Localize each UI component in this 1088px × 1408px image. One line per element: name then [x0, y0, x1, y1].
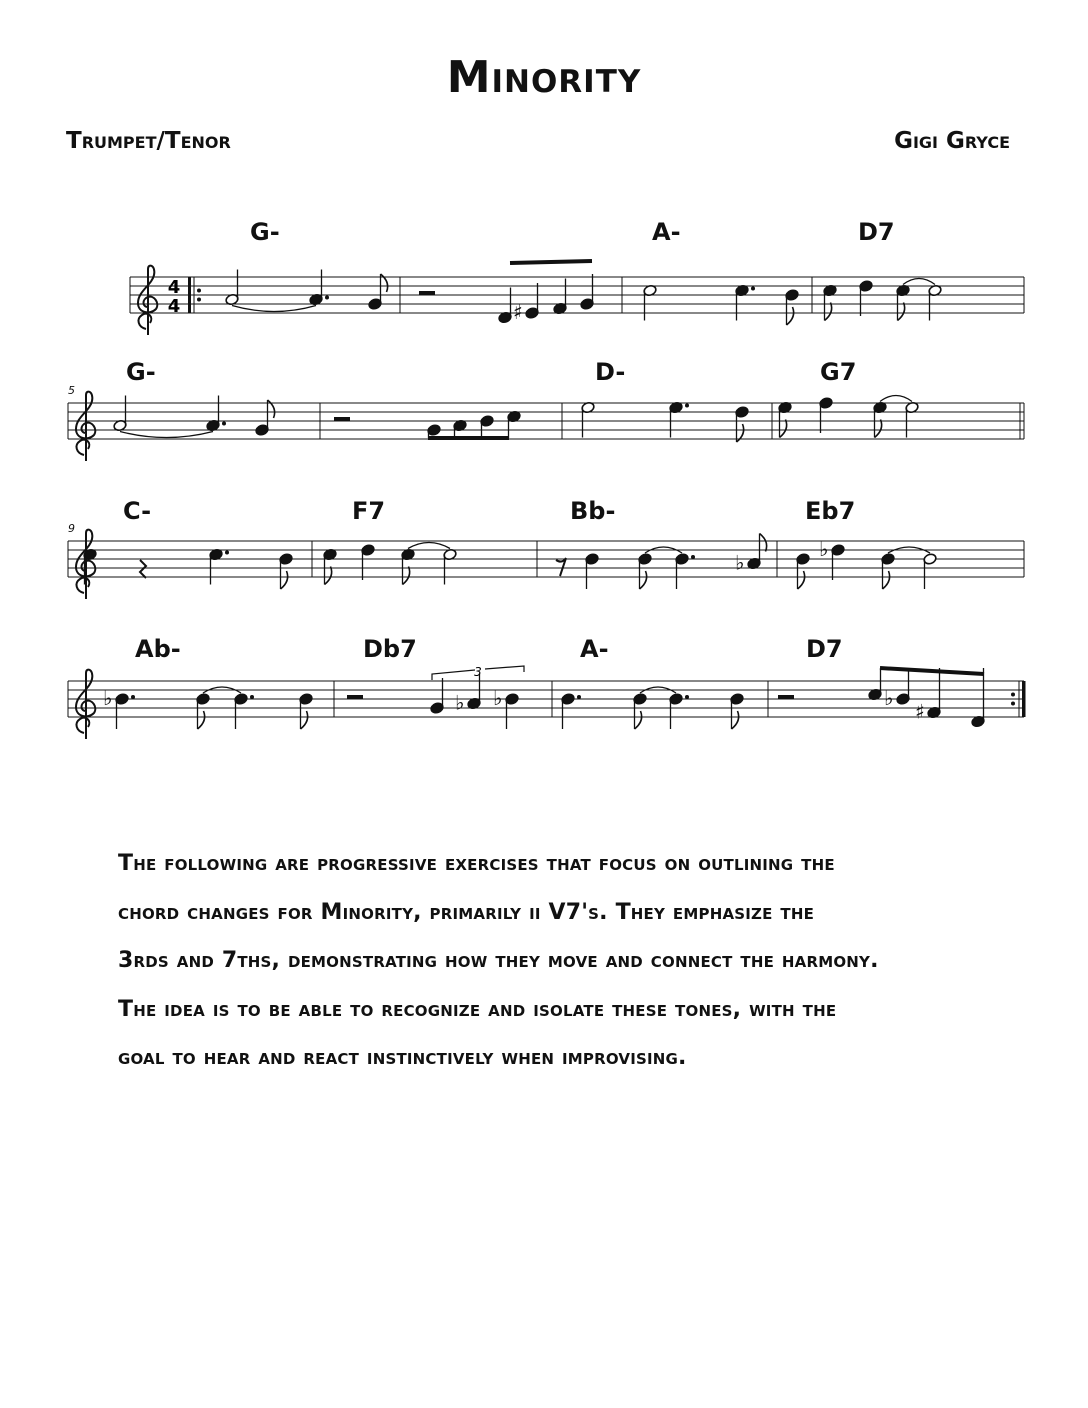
flat-sign: ♭: [493, 686, 503, 710]
beam: [880, 668, 984, 674]
note-flag: [798, 571, 805, 589]
description-text: [118, 840, 998, 1083]
note-flag: [787, 307, 794, 325]
flat-sign: ♭: [735, 550, 745, 575]
chord-symbol: Eb7: [805, 497, 856, 525]
half-rest: [334, 417, 350, 421]
augmentation-dot: [222, 422, 226, 426]
chord-symbol: A-: [652, 218, 681, 246]
chord-symbol: Db7: [363, 635, 417, 663]
beam: [510, 261, 592, 263]
staff: [130, 266, 1024, 335]
measure-number: 9: [68, 522, 75, 535]
staff: [68, 530, 1024, 599]
chord-symbol: D-: [595, 358, 626, 386]
description-line: chord changes for Minority, primarily ii V7's. They emphasize the: [118, 899, 815, 925]
page-title: Minority: [446, 52, 642, 103]
chord-symbol: D7: [806, 635, 843, 663]
repeat-dot: [197, 298, 201, 302]
note-flag: [875, 420, 882, 438]
description-line: 3rds and 7ths, demonstrating how they move and connect the harmony.: [118, 948, 879, 973]
sharp-sign: ♯: [915, 699, 925, 724]
augmentation-dot: [685, 695, 689, 699]
flat-sign: ♭: [819, 537, 829, 561]
composer-label: Gigi Gryce: [894, 128, 1010, 154]
tie: [120, 432, 213, 438]
augmentation-dot: [131, 695, 135, 699]
treble-clef-icon: [76, 392, 95, 461]
note-flag: [640, 571, 647, 589]
augmentation-dot: [691, 555, 695, 559]
note-flag: [883, 571, 890, 589]
chord-symbol: G7: [820, 358, 857, 386]
staff: [68, 670, 1026, 739]
augmentation-dot: [685, 404, 689, 408]
augmentation-dot: [751, 287, 755, 291]
note-flag: [760, 534, 767, 552]
instrument-label: Trumpet/Tenor: [66, 128, 231, 154]
treble-clef-icon: [76, 530, 95, 599]
half-rest: [778, 695, 794, 699]
chord-symbol: F7: [352, 497, 386, 525]
repeat-dot: [1011, 693, 1015, 697]
note-flag: [780, 420, 787, 438]
half-rest: [419, 291, 435, 295]
note-flag: [301, 711, 308, 729]
chord-symbol: G-: [250, 218, 280, 246]
augmentation-dot: [225, 551, 229, 555]
repeat-barline: [188, 277, 191, 313]
chord-symbol: C-: [123, 497, 152, 525]
chord-symbol: Ab-: [135, 635, 181, 663]
half-rest: [347, 695, 363, 699]
augmentation-dot: [325, 296, 329, 300]
description-line: The idea is to be able to recognize and isolate these tones, with the: [118, 996, 837, 1022]
repeat-dot: [1011, 702, 1015, 706]
repeat-dot: [197, 289, 201, 293]
treble-clef-icon: [138, 266, 157, 335]
time-signature-bottom: 4: [167, 296, 181, 317]
description-line: The following are progressive exercises that focus on outlining the: [118, 851, 835, 876]
flat-sign: ♭: [455, 690, 465, 715]
note-flag: [898, 303, 905, 321]
time-signature-top: 4: [167, 277, 181, 298]
note-flag: [403, 567, 410, 585]
tie: [232, 306, 316, 312]
chord-symbol: G-: [126, 358, 156, 386]
note-flag: [281, 571, 288, 589]
flat-sign: ♭: [884, 686, 894, 710]
measure-number: 5: [68, 384, 75, 397]
tie: [903, 279, 935, 285]
chord-symbol: A-: [580, 635, 609, 663]
tie: [880, 396, 912, 402]
augmentation-dot: [250, 695, 254, 699]
tie: [408, 543, 450, 549]
flat-sign: ♭: [103, 686, 113, 710]
note-flag: [198, 711, 205, 729]
sharp-sign: ♯: [513, 300, 523, 324]
chord-symbol: Bb-: [570, 497, 616, 525]
note-flag: [635, 711, 642, 729]
chord-symbol: D7: [858, 218, 895, 246]
treble-clef-icon: [76, 670, 95, 739]
eighth-rest: [556, 558, 566, 576]
note-flag: [732, 711, 739, 729]
note-flag: [325, 567, 332, 585]
augmentation-dot: [577, 695, 581, 699]
triplet-label: 3: [474, 665, 482, 679]
description-line: goal to hear and react instinctively when improvising.: [118, 1045, 687, 1070]
note-flag: [825, 303, 832, 321]
repeat-barline: [1022, 681, 1026, 717]
quarter-rest: [140, 560, 146, 578]
